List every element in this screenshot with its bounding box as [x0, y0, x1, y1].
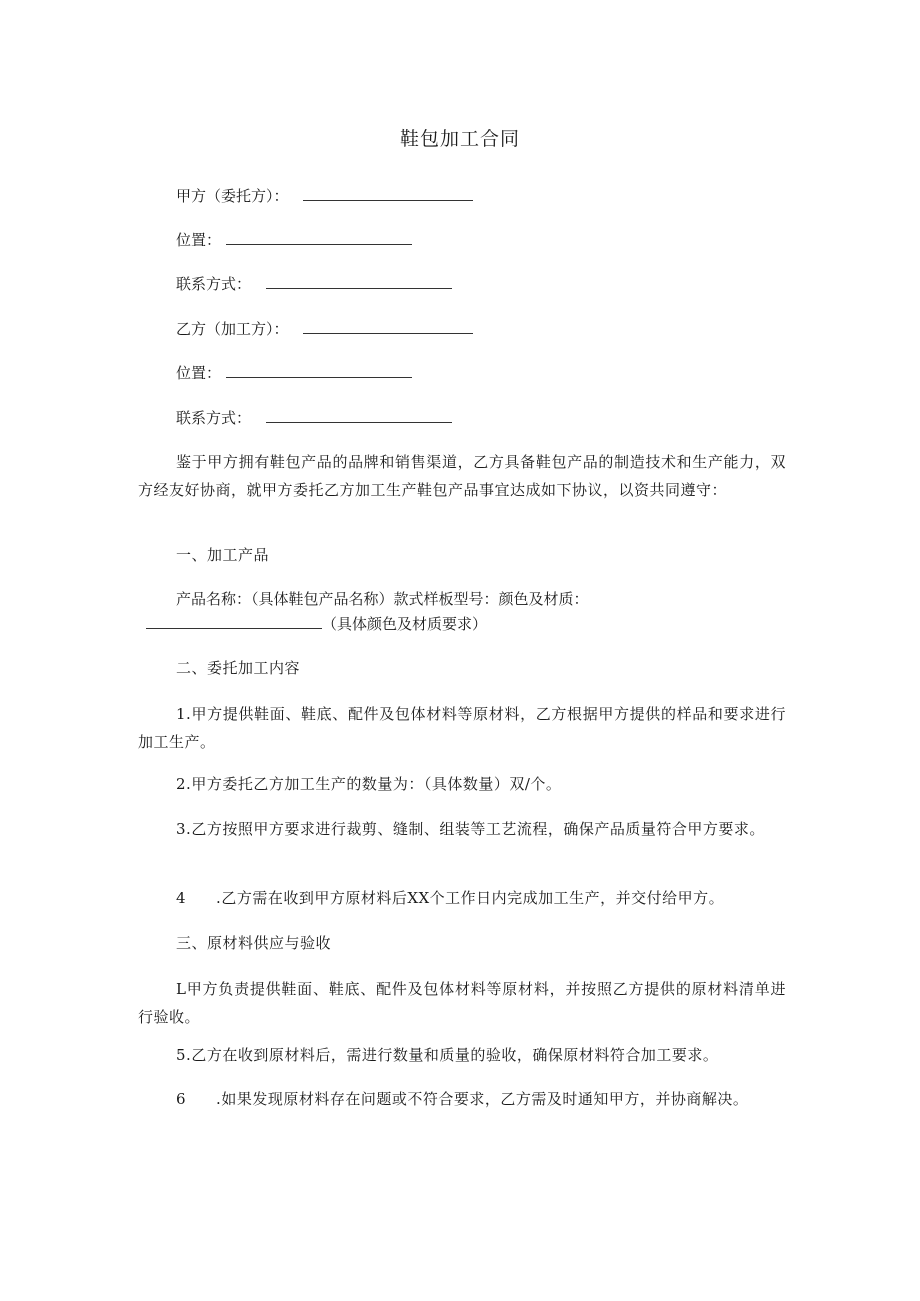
- item-text: .乙方按照甲方要求进行裁剪、缝制、组装等工艺流程，确保产品质量符合甲方要求。: [186, 820, 765, 838]
- section-1-heading: 一、加工产品: [176, 546, 270, 564]
- party-a-label: 甲方（委托方）：: [176, 187, 289, 205]
- item-number: 1: [176, 705, 187, 723]
- section-3-item-3: [138, 1085, 786, 1113]
- item-number: L: [176, 980, 187, 998]
- party-a-contact-line: [176, 270, 452, 298]
- preamble-paragraph: 鉴于甲方拥有鞋包产品的品牌和销售渠道，乙方具备鞋包产品的制造技术和生产能力，双方经友好协商，就甲方委托乙方加工生产鞋包产品事宜达成如下协议，以资共同遵守：: [138, 453, 786, 499]
- product-name-line: 产品名称：（具体鞋包产品名称）款式样板型号：颜色及材质：: [176, 590, 589, 608]
- party-b-location-label: 位置：: [176, 364, 222, 382]
- document-title: 鞋包加工合同: [399, 128, 520, 150]
- item-number: 4: [176, 889, 187, 907]
- item-number: 2: [176, 775, 187, 793]
- party-b-contact-label: 联系方式：: [176, 409, 252, 427]
- party-b-contact-line: [176, 404, 452, 432]
- item-text: .如果发现原材料存在问题或不符合要求，乙方需及时通知甲方，并协商解决。: [216, 1090, 749, 1108]
- party-b-line: [176, 315, 473, 343]
- party-a-location-label: 位置：: [176, 231, 222, 249]
- party-a-location-blank: [226, 226, 412, 245]
- item-text: .甲方委托乙方加工生产的数量为：（具体数量）双/个。: [186, 775, 562, 793]
- party-b-blank: [303, 315, 473, 334]
- product-color-line: [146, 610, 487, 638]
- party-a-line: [176, 182, 473, 210]
- item-text: .乙方在收到原材料后，需进行数量和质量的验收，确保原材料符合加工要求。: [186, 1046, 719, 1064]
- section-2-item-3: [138, 815, 786, 843]
- item-text: .乙方需在收到甲方原材料后XX个工作日内完成加工生产，并交付给甲方。: [216, 889, 725, 907]
- section-3-heading: 三、原材料供应与验收: [176, 934, 332, 952]
- product-color-note: （具体颜色及材质要求）: [322, 615, 488, 633]
- item-number: 6: [176, 1090, 187, 1108]
- party-a-location-line: [176, 226, 412, 254]
- party-b-location-blank: [226, 359, 412, 378]
- party-a-contact-label: 联系方式：: [176, 275, 252, 293]
- section-3-item-1: [138, 975, 786, 1031]
- section-3-item-2: [138, 1041, 786, 1069]
- item-text: .甲方提供鞋面、鞋底、配件及包体材料等原材料，乙方根据甲方提供的样品和要求进行加工生产。: [138, 705, 786, 751]
- product-color-blank: [146, 610, 322, 629]
- party-a-contact-blank: [266, 270, 452, 289]
- section-2-item-4: [138, 884, 786, 912]
- section-2-item-2: [138, 770, 786, 798]
- party-a-blank: [303, 182, 473, 201]
- party-b-contact-blank: [266, 404, 452, 423]
- party-b-label: 乙方（加工方）：: [176, 320, 289, 338]
- item-number: 5: [176, 1046, 187, 1064]
- item-number: 3: [176, 820, 187, 838]
- party-b-location-line: [176, 359, 412, 387]
- item-text: 甲方负责提供鞋面、鞋底、配件及包体材料等原材料，并按照乙方提供的原材料清单进行验收。: [138, 980, 786, 1026]
- section-2-item-1: [138, 700, 786, 756]
- section-2-heading: 二、委托加工内容: [176, 659, 301, 677]
